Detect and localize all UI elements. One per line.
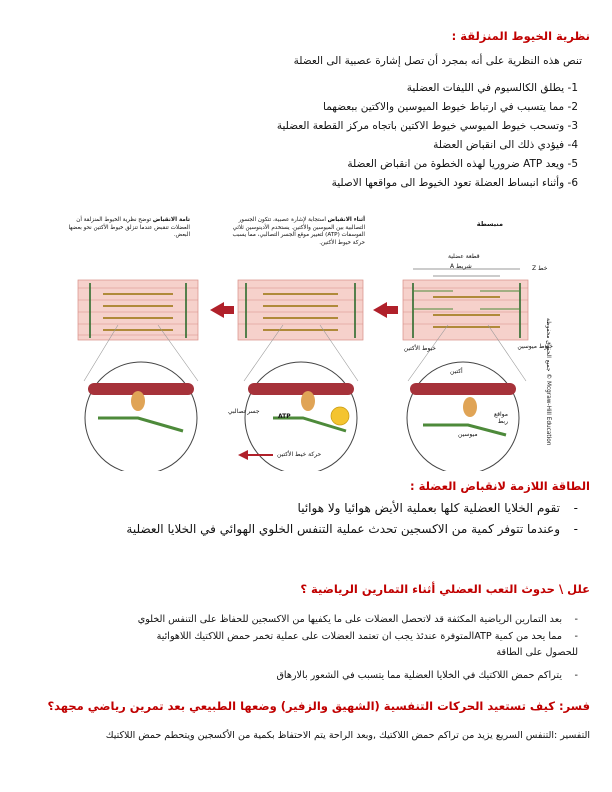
list-item: 4- فيؤدي ذلك الى انقباض العضلة (433, 139, 578, 151)
sliding-filament-figure (58, 213, 578, 471)
label-sarcomere: قطعة عضلية (448, 253, 480, 260)
list-item: -بعد التمارين الرياضية المكثفة قد لاتحصل العضلات على ما يكفيها من الاكسجين للحفاظ على التنفس الخلوي (137, 614, 578, 625)
label-myosin: ميوسين (458, 431, 478, 438)
panel-full-contraction (78, 280, 198, 340)
fatigue-bullets (38, 612, 578, 684)
fatigue-heading: علل \ حدوث التعب العضلي أثناء التمارين الرياضية ؟ (300, 582, 590, 596)
caption-during: أثناء الانقباض استجابة لإشارة عصبية، تتكون الجسور التصالبية بين الميوسين والأكتين. يستخدم الأدينوسين ثلاثي الفوسفات (ATP) لتغيير موقع الجسر التصالبي، مما يسبب حركة خيوط الأكتين. (232, 217, 365, 246)
list-item: 6- وأثناء انبساط العضلة تعود الخيوط الى مواقعها الاصلية (331, 177, 578, 189)
list-item: -مما يحد من كمية ATPالمتوفرة عندئذ يجب ان تعتمد العضلات على عملية تخمر حمض اللاكتيك اللاهوائية (156, 630, 578, 642)
label-myosin-filament: خيوط ميوسين (517, 343, 553, 350)
caption-full: تامة الانقباض توضح نظرية الخيوط المنزلقة أن العضلات تنقبض عندما تنزلق خيوط الأكتين نحو بعضها البعض. (68, 217, 190, 238)
question-heading: فسر: كيف تستعيد الحركات التنفسية (الشهيق والزفير) وضعها الطبيعي بعد تمرين رياضي مجهد؟ (47, 699, 590, 713)
list-item: -وعندما تتوفر كمية من الاكسجين تحدث عملية التنفس الخلوي الهوائي في الخلايا العضلية (126, 522, 578, 536)
energy-bullets (126, 498, 578, 540)
panel-relaxed (403, 269, 528, 340)
sarcomere-diagram (58, 213, 578, 471)
list-item: للحصول على الطاقة (496, 647, 578, 658)
label-crossbridge: جسر تصالبي (228, 408, 260, 415)
theory-intro: تنص هذه النظرية على أنه بمجرد أن تصل إشارة عصبية الى العضلة (293, 55, 582, 67)
label-actin-movement: حركة خيط الأكتين (277, 451, 322, 458)
caption-relaxed: منبسطة (476, 220, 503, 228)
panel-during-contraction (238, 280, 363, 340)
figure-credit: جميع الحقوق محفوظة © Mcgraw-Hill Education (545, 318, 551, 446)
list-item: 3- وتسحب خيوط الميوسي خيوط الاكتين باتجاه مركز القطعة العضلية (276, 120, 578, 132)
theory-steps (58, 79, 578, 193)
energy-heading: الطاقة اللازمة لانقباض العضلة : (410, 479, 590, 493)
zoom-full (85, 362, 197, 471)
label-band: شريط A (450, 263, 472, 270)
list-item: 5- ويعد ATP ضروريا لهذه الخطوة من انقباض العضلة (347, 158, 578, 170)
label-actin: أكتين (450, 368, 463, 375)
list-item: 1- يطلق الكالسيوم في الليفات العضلية (406, 82, 578, 94)
theory-heading: نظرية الخيوط المنزلقة : (451, 29, 590, 43)
label-binding-sites: مواقع ربط (493, 411, 508, 425)
question-answer: التفسير :التنفس السريع يزيد من تراكم حمض اللاكتيك ,وبعد الراحة يتم الاحتفاظ بكمية من الأكسجين ويتحطم حمض اللاكتيك (105, 730, 590, 741)
label-atp: ATP (278, 413, 291, 420)
label-z: خط Z (532, 265, 548, 272)
list-item: 2- مما يتسبب في ارتباط خيوط الميوسين والاكتين ببعضهما (323, 101, 578, 113)
list-item: -تقوم الخلايا العضلية كلها بعملية الأيض هوائيا ولا هوائيا (297, 501, 578, 515)
label-actin-filament: خيوط الأكتين (403, 345, 436, 352)
list-item: -يتراكم حمض اللاكتيك في الخلايا العضلية مما يتسبب في الشعور بالارهاق (276, 669, 578, 681)
